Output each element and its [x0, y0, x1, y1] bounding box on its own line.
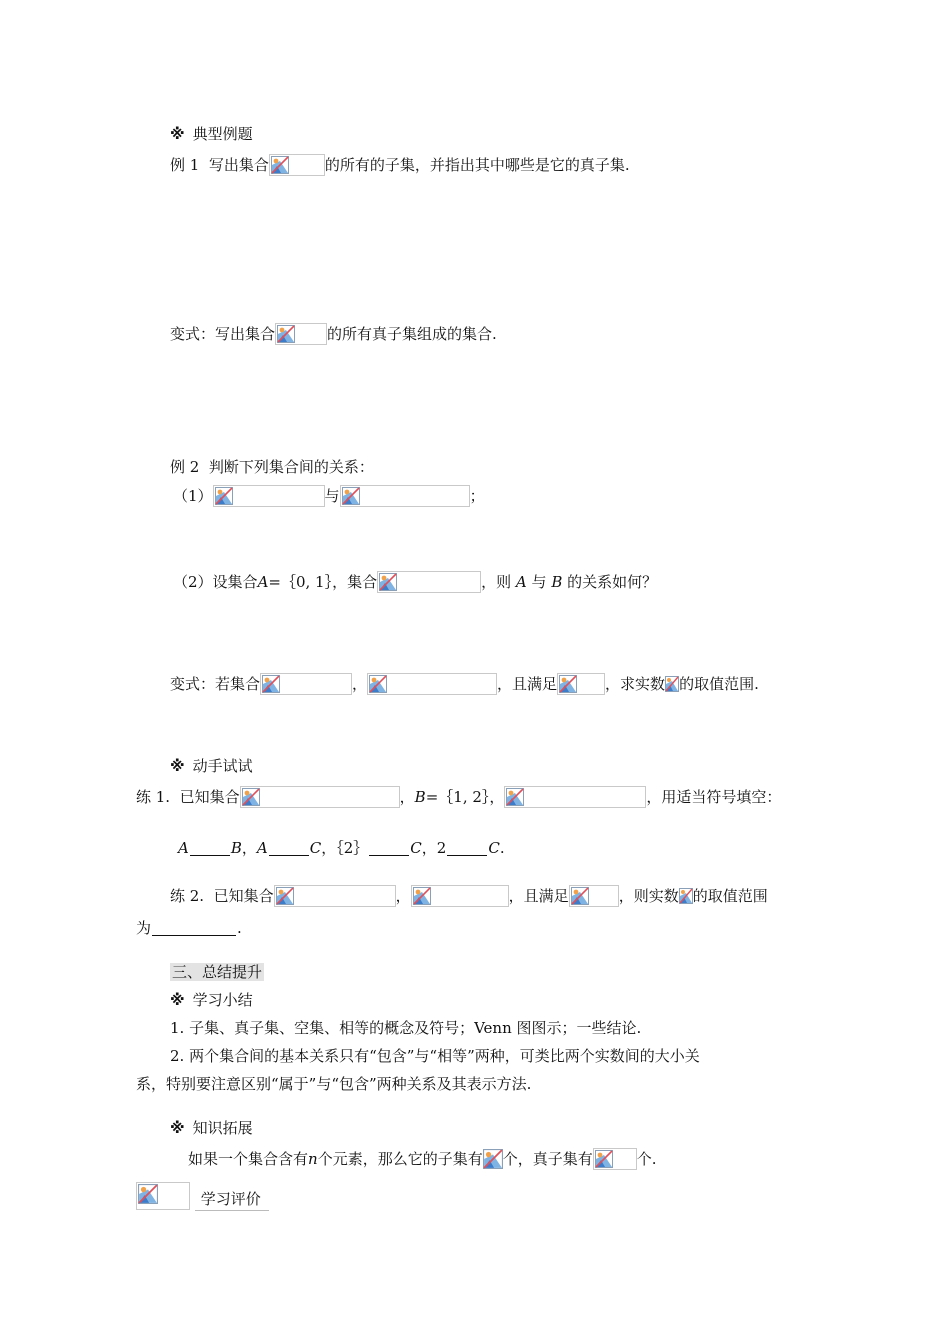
summary-item-1 — [170, 1016, 641, 1038]
summary-subheading — [170, 988, 253, 1010]
variable-C: C — [488, 839, 500, 857]
practice-2-line-2 — [136, 916, 242, 938]
section-title: 学习小结 — [192, 991, 253, 1009]
formula-image-placeholder — [269, 154, 325, 176]
formula-image-placeholder — [275, 323, 327, 345]
practice-text: ，且满足 — [508, 887, 569, 905]
evaluation-heading — [136, 1181, 269, 1209]
reference-mark-icon: ※ — [170, 125, 185, 143]
section-examples-heading — [170, 122, 253, 144]
variable-A: A — [178, 839, 189, 857]
punctuation: ， — [421, 839, 437, 857]
variable-A: A — [515, 573, 527, 591]
practice-text: 已知集合 — [213, 887, 274, 905]
summary-item-2-cont — [136, 1072, 531, 1094]
formula-image-placeholder — [569, 885, 619, 907]
reference-mark-icon: ※ — [170, 991, 185, 1009]
formula-image-placeholder — [411, 885, 509, 907]
extension-text — [188, 1147, 657, 1169]
formula-image-placeholder-small — [665, 676, 679, 692]
extension-text-part: 如果一个集合含有 — [188, 1150, 309, 1168]
practice-text: 已知集合 — [179, 788, 240, 806]
connector-text: 与 — [324, 487, 340, 505]
practice-text: 的取值范围 — [692, 887, 768, 905]
example-label: 例 2 — [170, 458, 200, 476]
punctuation: . — [499, 839, 505, 857]
example-text: 判断下列集合间的关系： — [208, 458, 374, 476]
punctuation: ； — [469, 487, 485, 505]
practice-text: ，用适当符号填空： — [646, 788, 782, 806]
punctuation: ， — [321, 839, 337, 857]
variable-B: B — [414, 788, 426, 806]
practice-label: 练 1. — [136, 788, 171, 806]
formula-image-placeholder — [213, 485, 325, 507]
variant-text: 的所有真子集组成的集合. — [327, 325, 497, 343]
variant-text: 变式：若集合 — [170, 675, 261, 693]
example-2-part-1 — [173, 484, 485, 506]
answer-blank[interactable] — [269, 841, 309, 856]
answer-blank[interactable] — [152, 921, 236, 936]
practice-text: ，则实数 — [618, 887, 679, 905]
example-2-part-2 — [173, 570, 657, 592]
variable-B: B — [551, 573, 563, 591]
punctuation: . — [237, 919, 242, 937]
example-label: 例 1 — [170, 156, 200, 174]
formula-image-placeholder — [260, 673, 352, 695]
formula-image-placeholder — [367, 673, 497, 695]
variant-text: 的取值范围. — [679, 675, 759, 693]
variable-A: A — [256, 839, 268, 857]
variable-C: C — [309, 839, 322, 857]
practice-1 — [136, 785, 781, 807]
variant-text: 变式：写出集合 — [170, 325, 276, 343]
formula-image-placeholder — [136, 1182, 190, 1210]
variant-2 — [170, 672, 759, 694]
example-1 — [170, 153, 630, 175]
variable-A: A — [257, 573, 269, 591]
practice-text: 为 — [136, 919, 152, 937]
part-label: （2） — [173, 573, 213, 591]
punctuation: ， — [352, 675, 368, 693]
practice-1-fill-in — [178, 836, 505, 858]
section-title: 知识拓展 — [192, 1119, 253, 1137]
reference-mark-icon: ※ — [170, 757, 185, 775]
summary-item-2 — [170, 1044, 700, 1066]
formula-image-placeholder — [274, 885, 396, 907]
summary-text: 2. 两个集合间的基本关系只有“包含”与“相等”两种，可类比两个实数间的大小关 — [170, 1047, 700, 1065]
variable-n: n — [308, 1150, 318, 1168]
section-practice-heading — [170, 754, 253, 776]
section-title: 典型例题 — [192, 125, 253, 143]
set-literal: ｛2｝ — [336, 839, 369, 857]
extension-heading — [170, 1116, 253, 1138]
reference-mark-icon: ※ — [170, 1119, 185, 1137]
extension-text-part: 个元素，那么它的子集有 — [317, 1150, 483, 1168]
formula-image-placeholder — [377, 571, 481, 593]
punctuation: ， — [241, 839, 257, 857]
example-text: 写出集合 — [208, 156, 269, 174]
part-label: （1） — [173, 487, 213, 505]
variable-B: B — [230, 839, 242, 857]
example-2 — [170, 455, 374, 477]
practice-text: =｛1, 2｝， — [425, 788, 505, 806]
part-text: 设集合 — [212, 573, 258, 591]
answer-blank[interactable] — [190, 841, 230, 856]
summary-text: 系，特别要注意区别“属于”与“包含”两种关系及其表示方法. — [136, 1075, 532, 1093]
part-text: ，则 — [481, 573, 512, 591]
formula-image-placeholder — [557, 673, 605, 695]
formula-image-placeholder — [593, 1148, 637, 1170]
evaluation-title: 学习评价 — [195, 1188, 269, 1211]
connector-text: 与 — [531, 573, 547, 591]
variant-text: ，求实数 — [605, 675, 666, 693]
practice-2 — [170, 884, 768, 906]
part-text: 的关系如何？ — [567, 573, 658, 591]
part-text: =｛0, 1｝，集合 — [268, 573, 378, 591]
formula-image-placeholder — [340, 485, 470, 507]
formula-image-placeholder — [240, 786, 400, 808]
variant-1 — [170, 322, 497, 344]
variant-text: ，且满足 — [497, 675, 558, 693]
formula-image-placeholder-small — [679, 888, 693, 904]
chapter-heading: 三、总结提升 — [172, 963, 263, 981]
practice-label: 练 2. — [170, 887, 205, 905]
section-title: 动手试试 — [192, 757, 253, 775]
summary-heading — [170, 960, 264, 982]
answer-blank[interactable] — [369, 841, 409, 856]
punctuation: ， — [399, 788, 415, 806]
extension-text-part: 个，真子集有 — [502, 1150, 593, 1168]
number-literal: 2 — [436, 839, 447, 857]
punctuation: ， — [395, 887, 411, 905]
summary-text: 1. 子集、真子集、空集、相等的概念及符号；Venn 图图示；一些结论. — [170, 1019, 642, 1037]
formula-image-placeholder-small — [483, 1149, 503, 1169]
answer-blank[interactable] — [447, 841, 487, 856]
variable-C: C — [410, 839, 422, 857]
extension-text-part: 个. — [636, 1150, 657, 1168]
example-text: 的所有的子集，并指出其中哪些是它的真子集. — [324, 156, 630, 174]
formula-image-placeholder — [504, 786, 646, 808]
